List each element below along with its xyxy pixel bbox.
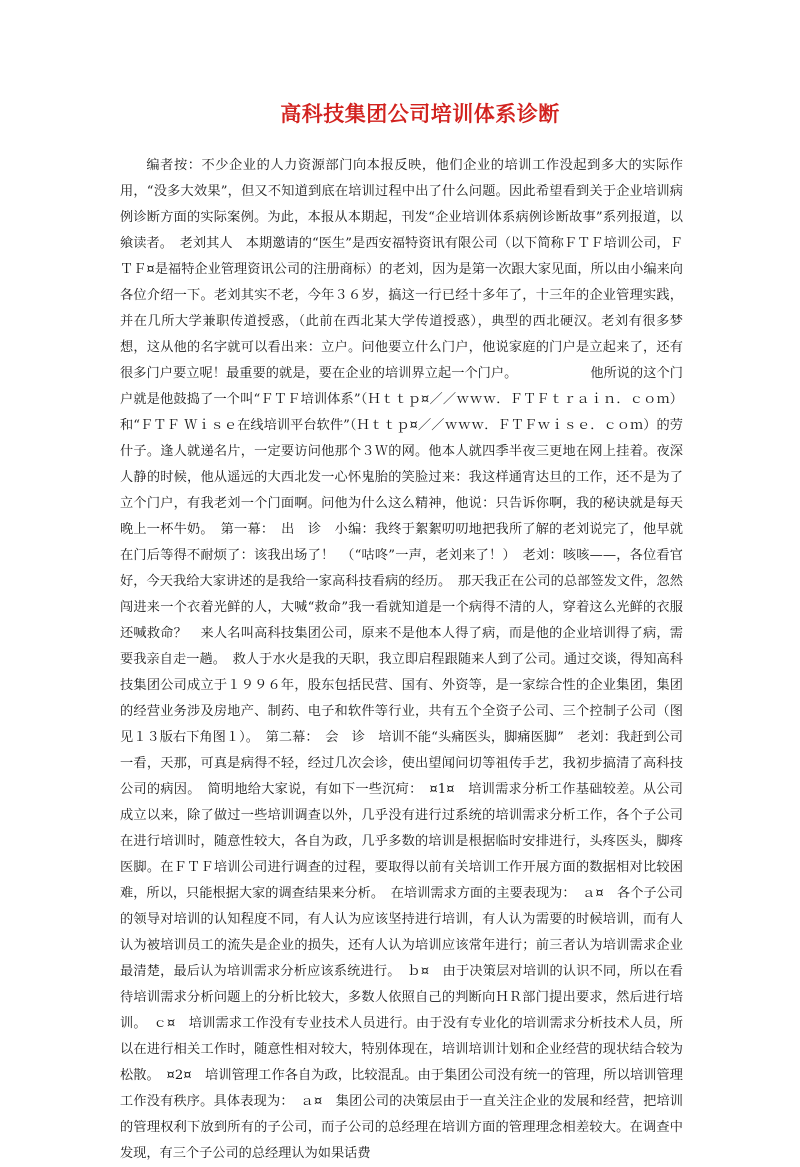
document-body: 编者按：不少企业的人力资源部门向本报反映，他们企业的培训工作没起到多大的实际作用，“没多大效果”，但又不知道到底在培训过程中出了什么问题。因此希望看到关于企业培训病例诊断方面的实际案例。为此，本报从本期起，刊发“企业培训体系病例诊断故事”系列报道，以飨读者。 老刘其人 本期邀请的“医生”是西安福特资讯有限公司（以下简称ＦＴＦ培训公司，ＦＴＦ¤是福特企业管理资讯公司的注册商标）的老刘，因为是第一次跟大家见面，所以由小编来向各位介绍一下。老刘其实不老，今年３６岁，搞这一行已经十多年了，十三年的企业管理实践，并在几所大学兼职传道授惑，（此前在西北某大学传道授惑），典型的西北硬汉。老刘有很多梦想，这从他的名字就可以看出来：立户。问他要立什么门户，他说家庭的门户是立起来了，还有很多门户要立呢！最重要的就是，要在企业的培训界立起一个门户。 他所说的这个门户就是他鼓捣了一个叫“ＦＴＦ培训体系”（Ｈｔｔｐ¤／／ｗｗｗ．ＦＴＦｔｒａｉｎ．ｃｏｍ）和“ＦＴＦ Ｗｉｓｅ在线培训平台软件”（Ｈｔｔｐ¤／／ｗｗｗ．ＦＴＦｗｉｓｅ．ｃｏｍ）的劳什子。逢人就递名片，一定要访问他那个３Ｗ的网。他本人就四季半夜三更地在网上挂着。夜深人静的时候，他从遥远的大西北发一心怀鬼胎的笑脸过来：我这样通宵达旦的工作，还不是为了立个门户，有我老刘一个门面啊。问他为什么这么精神，他说：只告诉你啊，我的秘诀就是每天晚上一杯牛奶。 第一幕： 出 诊 小编：我终于絮絮叨叨地把我所了解的老刘说完了，他早就在门后等得不耐烦了：该我出场了！ （“咕咚”一声，老刘来了！） 老刘：咳咳——，各位看官好，今天我给大家讲述的是我给一家高科技看病的经历。 那天我正在公司的总部签发文件，忽然闯进来一个衣着光鲜的人，大喊“救命”我一看就知道是一个病得不清的人，穿着这么光鲜的衣服还喊救命？ 来人名叫高科技集团公司，原来不是他本人得了病，而是他的企业培训得了病，需要我亲自走一趟。 救人于水火是我的天职，我立即启程跟随来人到了公司。通过交谈，得知高科技集团公司成立于１９９６年，股东包括民营、国有、外资等，是一家综合性的企业集团，集团的经营业务涉及房地产、制药、电子和软件等行业，共有五个全资子公司、三个控制子公司（图见１３版右下角图１）。 第二幕： 会 诊 培训不能“头痛医头，脚痛医脚” 老刘：我赶到公司一看，天那，可真是病得不轻，经过几次会诊，使出望闻问切等祖传手艺，我初步搞清了高科技公司的病因。 简明地给大家说，有如下一些沉疴： ¤1¤ 培训需求分析工作基础较差。从公司成立以来，除了做过一些培训调查以外，几乎没有进行过系统的培训需求分析工作，各个子公司在进行培训时，随意性较大，各自为政，几乎多数的培训是根据临时安排进行，头疼医头，脚疼医脚。在ＦＴＦ培训公司进行调查的过程，要取得以前有关培训工作开展方面的数据相对比较困难，所以，只能根据大家的调查结果来分析。 在培训需求方面的主要表现为： ａ¤ 各个子公司的领导对培训的认知程度不同，有人认为应该坚持进行培训，有人认为需要的时候培训，而有人认为被培训员工的流失是企业的损失，还有人认为培训应该常年进行；前三者认为培训需求企业最清楚，最后认为培训需求分析应该系统进行。 ｂ¤ 由于决策层对培训的认识不同，所以在看待培训需求分析问题上的分析比较大，多数人依照自己的判断向ＨＲ部门提出要求，然后进行培训。 ｃ¤ 培训需求工作没有专业技术人员进行。由于没有专业化的培训需求分析技术人员，所以在进行相关工作时，随意性相对较大，特别体现在，培训培训计划和企业经营的现状结合较为松散。 ¤2¤ 培训管理工作各自为政，比较混乱。由于集团公司没有统一的管理，所以培训管理工作没有秩序。具体表现为： ａ¤ 集团公司的决策层由于一直关注企业的发展和经营，把培训的管理权利下放到所有的子公司，而子公司的总经理在培训方面的管理理念相差较大。在调查中发现，有三个子公司的总经理认为如果话费 [120,158,683,1161]
document-title: 高科技集团公司培训体系诊断 [280,102,560,126]
